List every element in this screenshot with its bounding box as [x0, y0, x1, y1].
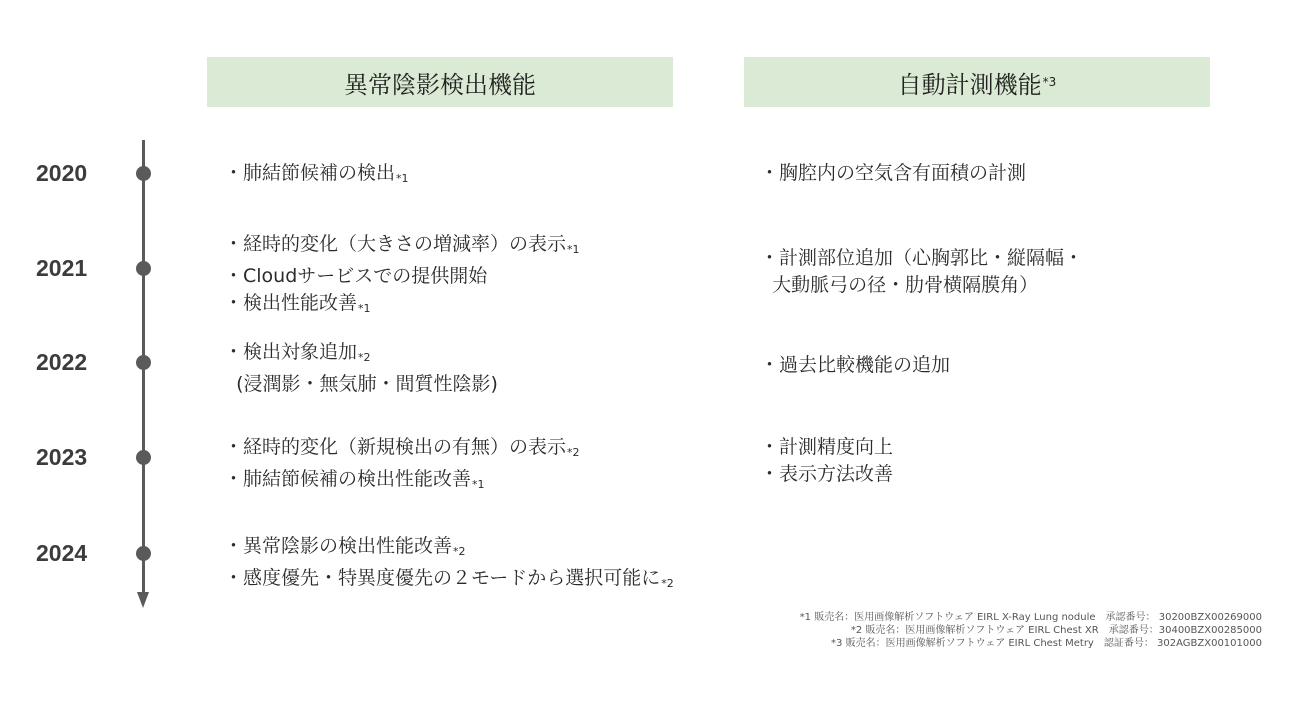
right-items-2023: [760, 434, 893, 488]
year-label-2021: 2021: [36, 255, 88, 281]
year-label-2022: 2022: [36, 349, 88, 375]
list-item: ・肺結節候補の検出$_{*1}$: [224, 162, 409, 185]
right-items-2021: [760, 245, 1083, 299]
list-item: ・過去比較機能の追加: [760, 354, 951, 376]
list-item: ・肺結節候補の検出性能改善$_{*1}$: [224, 468, 485, 491]
timeline-dot-2020: [136, 166, 151, 181]
timeline-dot-2024: [136, 546, 151, 561]
list-item: ・検出対象追加$_{*2}$: [224, 341, 371, 364]
timeline-dot-2022: [136, 355, 151, 370]
list-item: ・胸腔内の空気含有面積の計測: [760, 162, 1027, 184]
left-items-2020: [224, 160, 409, 192]
timeline-dot-2021: [136, 261, 151, 276]
left-items-2022: [224, 339, 498, 398]
header-abnormal-shadow-detection: [207, 57, 673, 107]
list-item: ・表示方法改善: [760, 463, 894, 485]
list-item: ・計測精度向上: [760, 436, 894, 458]
year-label-2023: 2023: [36, 444, 88, 470]
list-item: ・検出性能改善$_{*1}$: [224, 292, 371, 315]
header-abnormal-shadow-label: 異常陰影検出機能: [344, 70, 536, 99]
left-items-2024: [224, 533, 674, 597]
left-items-2021: [224, 231, 580, 322]
footnote-1: *1 販売名：医用画像解析ソフトウェア EIRL X-Ray Lung nodule 承認番号： 30200BZX00269000: [799, 612, 1262, 623]
list-item: ・経時的変化（大きさの増減率）の表示$_{*1}$: [224, 233, 580, 256]
right-items-2022: [760, 352, 950, 379]
footnote-3: *3 販売名：医用画像解析ソフトウェア EIRL Chest Metry 認証番号： 302AGBZX00101000: [831, 638, 1262, 649]
list-item: 大動脈弓の径・肋骨横隔膜角）: [760, 274, 1039, 296]
list-item: (浸潤影・無気肺・間質性陰影): [224, 373, 498, 395]
list-item: ・計測部位追加（心胸郭比・縦隔幅・: [760, 247, 1084, 269]
list-item: ・Cloudサービスでの提供開始: [224, 265, 488, 287]
list-item: ・感度優先・特異度優先の２モードから選択可能に$_{*2}$: [224, 567, 674, 590]
footnotes: [800, 611, 1262, 650]
right-items-2020: [760, 160, 1026, 187]
header-auto-measurement-note: *3: [1042, 75, 1057, 89]
left-items-2023: [224, 434, 580, 498]
timeline-arrow-head: [137, 592, 149, 608]
header-auto-measurement: [744, 57, 1210, 107]
timeline-dot-2023: [136, 450, 151, 465]
year-label-2024: 2024: [36, 540, 88, 566]
list-item: ・経時的変化（新規検出の有無）の表示$_{*2}$: [224, 436, 580, 459]
year-label-2020: 2020: [36, 160, 88, 186]
footnote-2: *2 販売名：医用画像解析ソフトウェア EIRL Chest XR 承認番号：30400BZX00285000: [850, 625, 1262, 636]
header-auto-measurement-label: 自動計測機能: [897, 70, 1042, 99]
list-item: ・異常陰影の検出性能改善$_{*2}$: [224, 535, 466, 558]
